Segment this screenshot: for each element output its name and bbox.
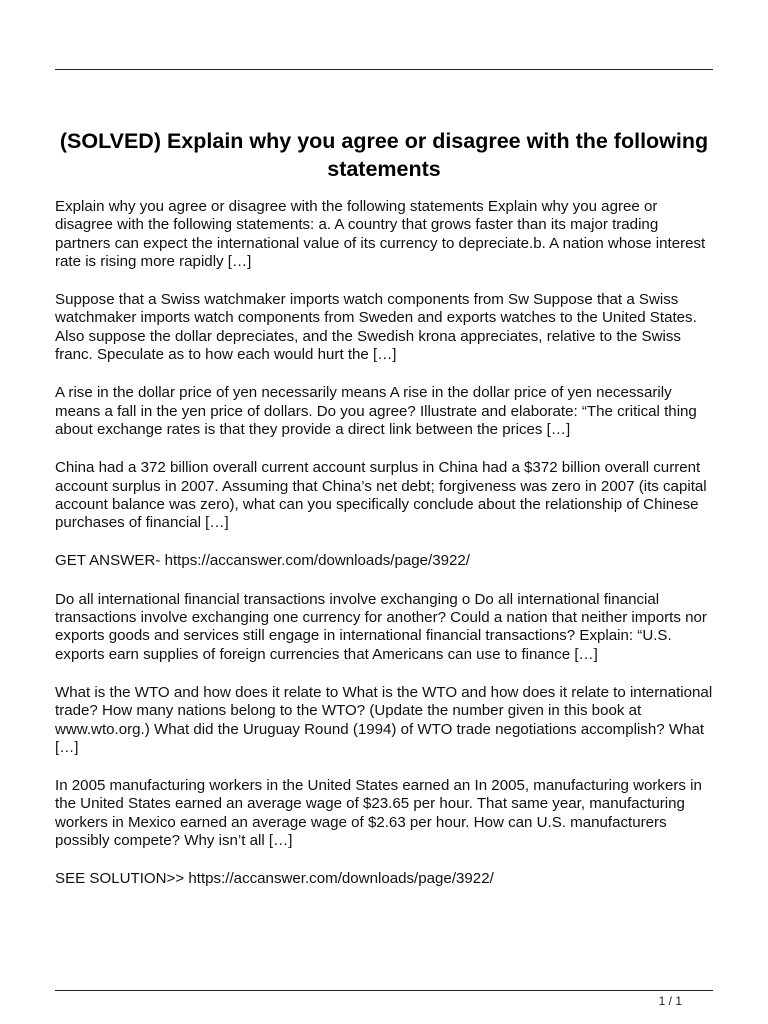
top-divider: [55, 69, 713, 70]
paragraph-manufacturing-wages: In 2005 manufacturing workers in the United States earned an In 2005, manufacturing workers in the United States earned an average wage of $23.65 per hour. That same year, manufacturing workers in Mexico earned an average wage of $2.63 per hour. How can U.S. manufacturers possibly compete? Why isn’t all […]: [55, 777, 702, 850]
paragraph-financial-transactions: Do all international financial transactions involve exchanging o Do all international financial transactions involve exchanging one currency for another? Could a nation that neither imports nor exports goods and services still engage in international financial transactions? Explain: “U.S. exports earn supplies of foreign currencies that Americans can use to finance […]: [55, 590, 707, 663]
document-title: (SOLVED) Explain why you agree or disagree with the following statements: [59, 129, 709, 181]
paragraph-dollar-yen: A rise in the dollar price of yen necessarily means A rise in the dollar price of yen necessarily means a fall in the yen price of dollars. Do you agree? Illustrate and elaborate: “The critical thing about exchange rates is that they provide a direct link between the prices […]: [55, 384, 697, 438]
paragraph-swiss-watchmaker: Suppose that a Swiss watchmaker imports watch components from Sw Suppose that a Swiss watchmaker imports watch components from Sweden and exports watches to the United States. Also suppose the dollar depreciates, and the Swedish krona appreciates, relative to the Swiss franc. Speculate as to how each would hurt the […]: [55, 291, 697, 364]
paragraph-wto: What is the WTO and how does it relate to What is the WTO and how does it relate to international trade? How many nations belong to the WTO? (Update the number given in this book at www.wto.org.) What did the Uruguay Round (1994) of WTO trade negotiations accomplish? What […]: [55, 683, 713, 756]
paragraph-china-surplus: China had a 372 billion overall current account surplus in China had a $372 billion overall current account surplus in 2007. Assuming that China’s net debt; forgiveness was zero in 2007 (its capital account balance was zero), what can you specifically conclude about the relationship of Chinese purchases of financial […]: [55, 459, 707, 532]
get-answer-link[interactable]: GET ANSWER- https://accanswer.com/downloads/page/3922/: [55, 552, 471, 570]
document-body: [55, 198, 715, 909]
page-number: 1 / 1: [658, 994, 682, 1008]
bottom-divider: [55, 990, 713, 991]
paragraph-exchange-statements: Explain why you agree or disagree with the following statements Explain why you agree or disagree with the following statements: a. A country that grows faster than its major trading partners can expect the international value of its currency to depreciate.b. A nation whose interest rate is rising more rapidly […]: [55, 198, 706, 270]
see-solution-link[interactable]: SEE SOLUTION>> https://accanswer.com/downloads/page/3922/: [55, 870, 494, 888]
